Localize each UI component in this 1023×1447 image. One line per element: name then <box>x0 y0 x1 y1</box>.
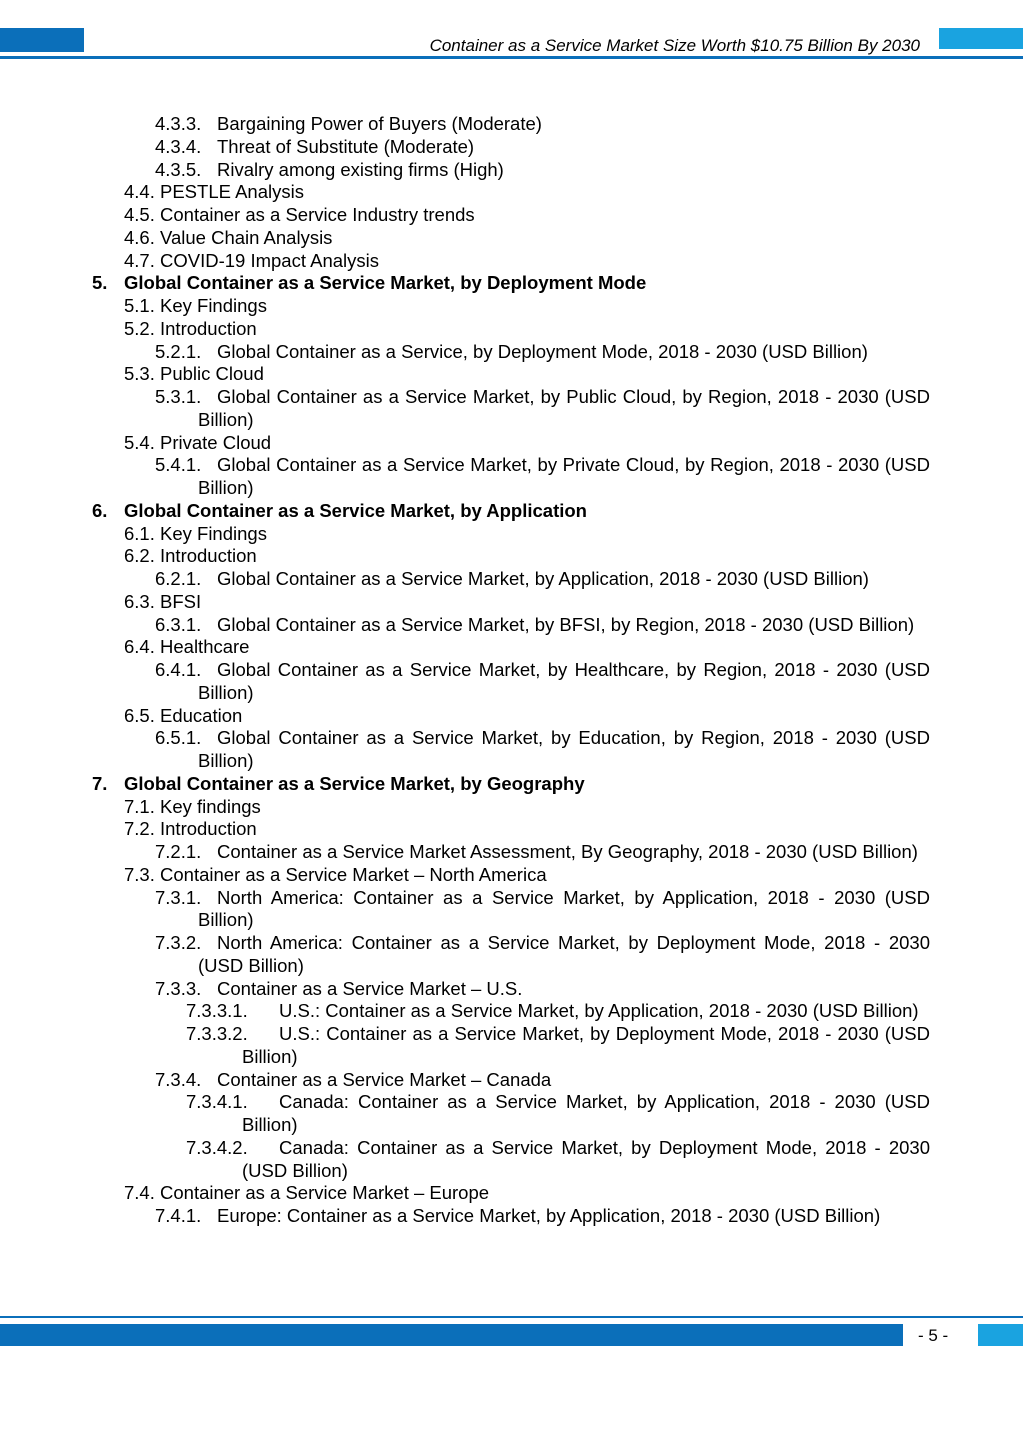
toc-entry-number: 4.6. <box>124 226 155 248</box>
toc-entry <box>0 295 1023 318</box>
toc-entry-text: Global Container as a Service Market, by Healthcare, by Region, 2018 - 2030 (USD Billion) <box>198 659 930 703</box>
toc-entry-text <box>124 227 930 250</box>
toc-entry-number: 7.3.1. <box>155 886 202 908</box>
toc-entry <box>0 545 1023 568</box>
toc-entry-text: North America: Container as a Service Market, by Deployment Mode, 2018 - 2030 (USD Billion) <box>198 932 930 976</box>
toc-entry-number: 5.3.1. <box>155 386 202 407</box>
toc-entry-number: 7.1. <box>124 795 155 817</box>
toc-entry <box>0 136 1023 159</box>
toc-entry-label: Private Cloud <box>160 431 272 453</box>
toc-entry-number: 6.4.1. <box>155 659 202 680</box>
toc-entry <box>0 818 1023 841</box>
toc-entry-label: BFSI <box>160 590 202 612</box>
toc-entry <box>0 1091 1023 1137</box>
toc-entry <box>0 659 1023 705</box>
toc-entry <box>0 227 1023 250</box>
toc-entry-text: Canada: Container as a Service Market, by Application, 2018 - 2030 (USD Billion) <box>242 1091 930 1135</box>
page-number: - 5 - <box>918 1326 949 1345</box>
footer-bar <box>0 1324 903 1346</box>
toc-entry-label: Education <box>160 704 243 726</box>
toc-entry-text: U.S.: Container as a Service Market, by Application, 2018 - 2030 (USD Billion) <box>279 1000 919 1022</box>
toc-entry-text <box>124 796 930 819</box>
toc-entry-text: Global Container as a Service Market, by Education, by Region, 2018 - 2030 (USD Billion) <box>198 727 930 771</box>
toc-entry <box>0 181 1023 204</box>
toc-entry-number: 5.2.1. <box>155 340 202 362</box>
toc-entry-text <box>124 591 930 614</box>
toc-entry-number: 7.4. <box>124 1182 155 1204</box>
toc-entry <box>0 591 1023 614</box>
toc-entry-number: 7.3.3.1. <box>186 1000 248 1022</box>
toc-entry-number: 7.3.2. <box>155 932 202 953</box>
toc-entry <box>0 272 1023 295</box>
toc-entry-number: 6.3.1. <box>155 613 202 635</box>
toc-entry-label: PESTLE Analysis <box>160 181 304 203</box>
toc-entry <box>0 705 1023 728</box>
toc-entry <box>0 568 1023 591</box>
toc-entry <box>0 773 1023 796</box>
toc-entry <box>0 204 1023 227</box>
toc-entry-text: Container as a Service Market – U.S. <box>217 977 523 999</box>
toc-entry-text <box>124 1182 930 1205</box>
toc-entry-number: 7.3.3. <box>155 977 202 999</box>
toc-entry-text <box>124 295 930 318</box>
toc-entry-label: Public Cloud <box>160 363 264 385</box>
header-accent-right <box>939 28 1023 49</box>
toc-entry-number: 6.5.1. <box>155 727 202 749</box>
toc-entry-text: Bargaining Power of Buyers (Moderate) <box>217 113 542 134</box>
toc-entry <box>0 1069 1023 1092</box>
toc-entry-text <box>124 523 930 546</box>
header-accent-left <box>0 28 84 52</box>
toc-entry-label: Introduction <box>160 317 257 339</box>
toc-entry-label: Key findings <box>160 795 261 817</box>
toc-entry <box>0 864 1023 887</box>
toc-entry-number: 7.4.1. <box>155 1205 202 1226</box>
toc-entry-text <box>124 864 930 887</box>
toc-entry <box>0 1205 1023 1228</box>
toc-entry-number: 7.3.4. <box>155 1068 202 1090</box>
table-of-contents <box>0 113 1023 1228</box>
toc-entry-text <box>124 545 930 568</box>
toc-entry-number: 4.3.5. <box>155 158 202 180</box>
toc-entry-label: Key Findings <box>160 522 267 544</box>
toc-entry-label: Container as a Service Industry trends <box>160 204 475 225</box>
toc-entry-text <box>124 363 930 386</box>
toc-entry-text: Global Container as a Service, by Deployment Mode, 2018 - 2030 (USD Billion) <box>217 340 868 362</box>
toc-entry-label: COVID-19 Impact Analysis <box>160 249 379 271</box>
footer-accent-right <box>978 1324 1023 1346</box>
toc-entry-number: 5.4. <box>124 431 155 453</box>
toc-entry-label: Key Findings <box>160 295 267 316</box>
toc-entry <box>0 454 1023 500</box>
toc-entry <box>0 614 1023 637</box>
toc-entry <box>0 727 1023 773</box>
toc-entry-label: Healthcare <box>160 636 250 658</box>
toc-entry <box>0 363 1023 386</box>
toc-entry <box>0 523 1023 546</box>
toc-entry-text <box>124 705 930 728</box>
toc-entry-number: 6.4. <box>124 636 155 658</box>
toc-entry <box>0 887 1023 933</box>
toc-entry-number: 5.1. <box>124 295 155 316</box>
toc-entry-text: Container as a Service Market Assessment, By Geography, 2018 - 2030 (USD Billion) <box>217 841 918 862</box>
toc-entry-label: Container as a Service Market – Europe <box>160 1182 490 1204</box>
toc-entry-text: Global Container as a Service Market, by Application, 2018 - 2030 (USD Billion) <box>217 568 869 589</box>
toc-entry-number: 4.7. <box>124 249 155 271</box>
toc-entry-number: 6. <box>92 499 108 521</box>
toc-entry-number: 7.2.1. <box>155 841 202 862</box>
toc-entry-number: 6.2. <box>124 545 155 567</box>
toc-entry <box>0 978 1023 1001</box>
toc-entry <box>0 318 1023 341</box>
toc-entry-number: 4.5. <box>124 204 155 225</box>
toc-entry-number: 5. <box>92 272 108 294</box>
toc-entry-text <box>124 204 930 227</box>
toc-entry <box>0 636 1023 659</box>
toc-entry <box>0 113 1023 136</box>
toc-entry-label: Value Chain Analysis <box>160 226 333 248</box>
toc-entry <box>0 1137 1023 1183</box>
toc-entry-label: Introduction <box>160 818 257 840</box>
toc-entry-number: 7.3.4.1. <box>186 1091 248 1113</box>
toc-entry <box>0 341 1023 364</box>
toc-entry-text: Global Container as a Service Market, by BFSI, by Region, 2018 - 2030 (USD Billion) <box>217 613 915 635</box>
toc-entry-number: 7.3.3.2. <box>186 1023 248 1044</box>
toc-entry <box>0 1000 1023 1023</box>
toc-entry-number: 7.2. <box>124 818 155 840</box>
document-running-title: Container as a Service Market Size Worth $10.75 Billion By 2030 <box>429 36 920 55</box>
toc-entry <box>0 932 1023 978</box>
toc-entry <box>0 1182 1023 1205</box>
toc-entry-number: 5.4.1. <box>155 454 202 476</box>
toc-entry-number: 7.3. <box>124 863 155 885</box>
toc-entry-text: Global Container as a Service Market, by Public Cloud, by Region, 2018 - 2030 (USD Billion) <box>198 386 930 430</box>
toc-entry-text: Global Container as a Service Market, by Geography <box>124 772 585 794</box>
toc-entry <box>0 432 1023 455</box>
toc-entry-number: 4.3.4. <box>155 135 202 157</box>
toc-entry-text: U.S.: Container as a Service Market, by Deployment Mode, 2018 - 2030 (USD Billion) <box>242 1023 930 1067</box>
toc-entry-text: Threat of Substitute (Moderate) <box>217 135 475 157</box>
toc-entry-text: Europe: Container as a Service Market, by Application, 2018 - 2030 (USD Billion) <box>217 1205 881 1226</box>
toc-entry-number: 6.5. <box>124 704 155 726</box>
toc-entry-text: North America: Container as a Service Market, by Application, 2018 - 2030 (USD Billion) <box>198 886 930 931</box>
toc-entry-text: Global Container as a Service Market, by Private Cloud, by Region, 2018 - 2030 (USD Billion) <box>198 454 930 498</box>
toc-entry <box>0 796 1023 819</box>
toc-entry <box>0 1023 1023 1069</box>
toc-entry-text <box>124 181 930 204</box>
toc-entry-text: Rivalry among existing firms (High) <box>217 158 504 180</box>
toc-entry <box>0 500 1023 523</box>
toc-entry-text: Global Container as a Service Market, by Deployment Mode <box>124 272 647 294</box>
toc-entry-number: 5.3. <box>124 363 155 385</box>
toc-entry-text: Canada: Container as a Service Market, by Deployment Mode, 2018 - 2030 (USD Billion) <box>242 1136 930 1181</box>
toc-entry-number: 7. <box>92 772 108 794</box>
footer-rule <box>0 1316 1023 1318</box>
toc-entry-number: 4.4. <box>124 181 155 203</box>
toc-entry <box>0 841 1023 864</box>
toc-entry-text <box>124 636 930 659</box>
toc-entry <box>0 250 1023 273</box>
toc-entry-number: 5.2. <box>124 317 155 339</box>
toc-entry <box>0 386 1023 432</box>
toc-entry-number: 7.3.4.2. <box>186 1136 248 1158</box>
toc-entry-number: 4.3.3. <box>155 113 202 134</box>
toc-entry-text <box>124 818 930 841</box>
toc-entry-text <box>124 318 930 341</box>
toc-entry-text: Global Container as a Service Market, by Application <box>124 499 587 521</box>
toc-entry-label: Introduction <box>160 545 257 567</box>
toc-entry-number: 6.1. <box>124 522 155 544</box>
toc-entry <box>0 159 1023 182</box>
toc-entry-text: Container as a Service Market – Canada <box>217 1068 552 1090</box>
header-rule <box>0 56 1023 59</box>
toc-entry-label: Container as a Service Market – North America <box>160 863 547 885</box>
toc-entry-number: 6.2.1. <box>155 568 202 589</box>
toc-entry-text <box>124 432 930 455</box>
toc-entry-number: 6.3. <box>124 590 155 612</box>
toc-entry-text <box>124 250 930 273</box>
